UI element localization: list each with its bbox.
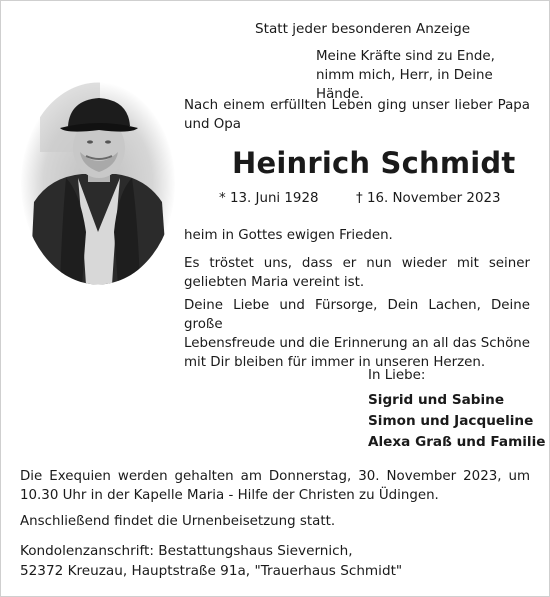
- condolence-address: [20, 541, 402, 581]
- paragraph-line: geliebten Maria vereint ist.: [184, 275, 365, 290]
- motto-line: nimm mich, Herr, in Deine Hände.: [316, 68, 493, 102]
- motto-line: Meine Kräfte sind zu Ende,: [316, 49, 495, 64]
- paragraph-line: Es tröstet uns, dass er nun wieder mit seiner: [184, 256, 530, 271]
- urn-burial-text: Anschließend findet die Urnenbeisetzung statt.: [20, 514, 336, 529]
- intro-line: und Opa: [184, 117, 241, 132]
- death-date: † 16. November 2023: [356, 191, 501, 206]
- mourners-list: [368, 390, 545, 453]
- exequien-line: Die Exequien werden gehalten am Donnerstag, 30. November 2023, um: [20, 469, 530, 484]
- notice-heading: Statt jeder besonderen Anzeige: [255, 21, 471, 37]
- in-liebe-label: In Liebe:: [368, 368, 426, 383]
- birth-date: * 13. Juni 1928: [219, 191, 319, 206]
- paragraph-line: Deine Liebe und Fürsorge, Dein Lachen, Deine große: [184, 298, 530, 332]
- mourner: Alexa Graß und Familie: [368, 434, 546, 450]
- paragraph: [184, 254, 530, 292]
- condolence-line: Kondolenzanschrift: Bestattungshaus Sievernich,: [20, 543, 353, 559]
- mourner: Sigrid und Sabine: [368, 392, 505, 408]
- deceased-name: Heinrich Schmidt: [232, 146, 516, 180]
- paragraph: [184, 296, 530, 372]
- exequien-line: 10.30 Uhr in der Kapelle Maria - Hilfe der Christen zu Üdingen.: [20, 488, 439, 503]
- intro-text: [184, 96, 530, 115]
- paragraph-line: mit Dir bleiben für immer in unseren Herzen.: [184, 355, 486, 370]
- condolence-line: 52372 Kreuzau, Hauptstraße 91a, "Trauerhaus Schmidt": [20, 563, 403, 579]
- intro-line: Nach einem erfüllten Leben ging unser lieber Papa: [184, 98, 530, 113]
- paragraph-line: Lebensfreude und die Erinnerung an all das Schöne: [184, 336, 530, 351]
- portrait-photo: [20, 82, 176, 285]
- exequien-text: [20, 467, 530, 505]
- mourner: Simon und Jacqueline: [368, 413, 534, 429]
- paragraph: heim in Gottes ewigen Frieden.: [184, 228, 393, 243]
